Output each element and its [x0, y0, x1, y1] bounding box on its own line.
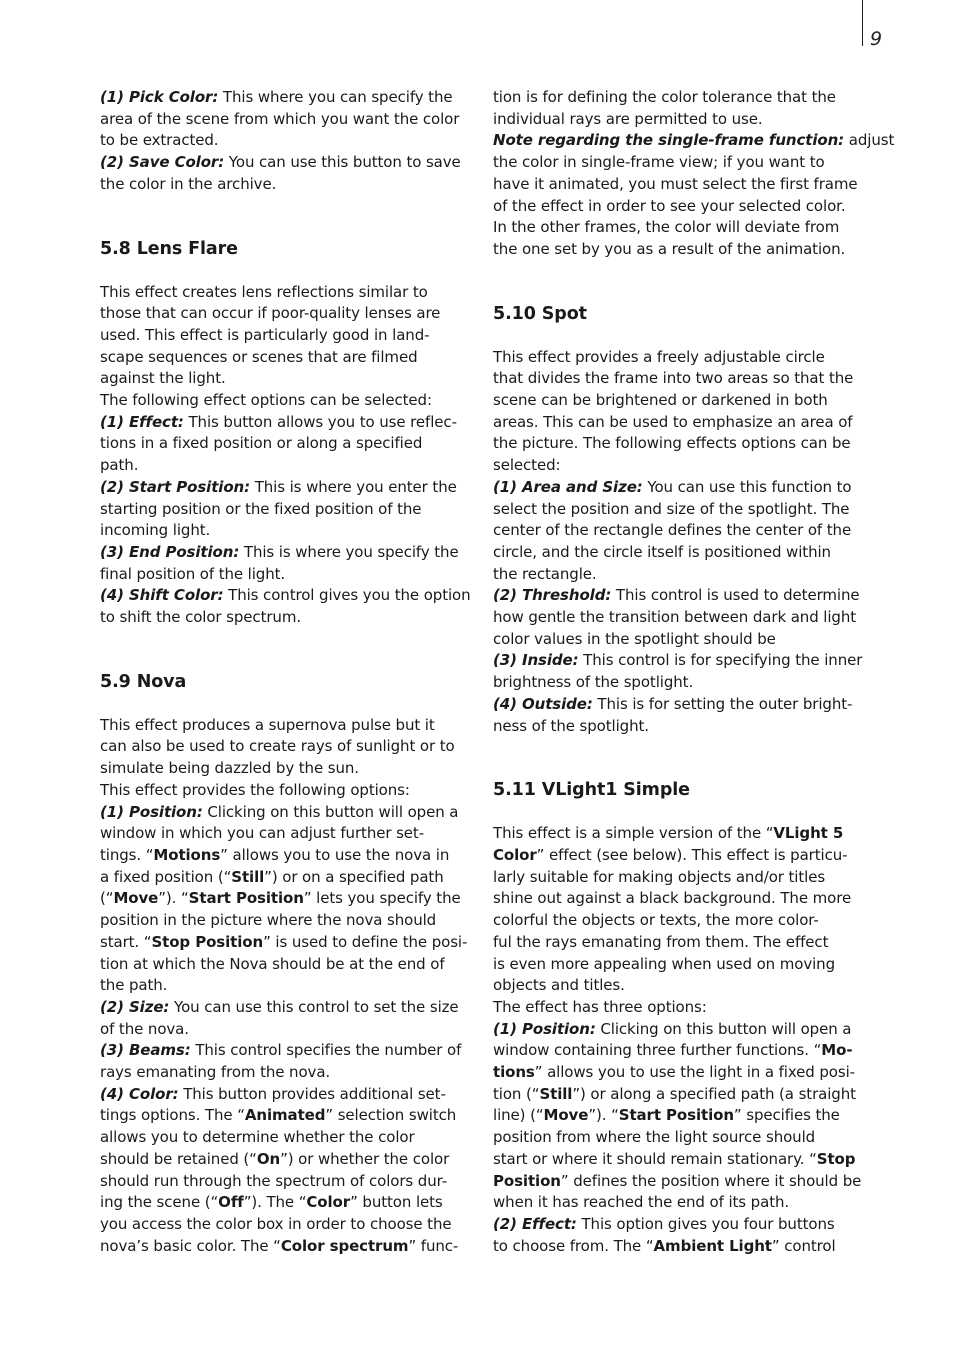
- term: Color spectrum: [280, 1236, 409, 1255]
- text-line: incoming light.: [100, 521, 211, 540]
- term: Stop Position: [151, 932, 264, 951]
- term: Start Position: [188, 889, 304, 908]
- paragraph-size: [100, 997, 472, 1019]
- paragraph-note: [493, 130, 895, 152]
- text-line: scape sequences or scenes that are filmed: [100, 347, 418, 366]
- note-label: Note regarding the single-frame function:: [493, 131, 845, 150]
- vlight-position-label: (1) Position:: [493, 1019, 596, 1038]
- text-line: have it animated, you must select the first frame: [493, 174, 858, 193]
- text: ”). The “: [243, 1193, 307, 1212]
- color-label: (4) Color:: [100, 1084, 179, 1103]
- effect-label: (1) Effect:: [100, 412, 184, 431]
- text-line: against the light.: [100, 369, 226, 388]
- pick-color-label: (1) Pick Color:: [100, 88, 219, 106]
- paragraph-color: [100, 1084, 472, 1106]
- text-line: path.: [100, 456, 139, 475]
- text-line: [100, 845, 472, 867]
- text-line: to shift the color spectrum.: [100, 608, 302, 627]
- text: ” control: [771, 1236, 836, 1255]
- right-column: [493, 87, 895, 1257]
- text: should be retained (“: [100, 1149, 257, 1168]
- term: Still: [539, 1084, 573, 1103]
- text: Clicking on this button will open a: [202, 802, 459, 821]
- text-line: areas. This can be used to emphasize an area of: [493, 412, 853, 431]
- term: On: [256, 1149, 281, 1168]
- text-line: color values in the spotlight should be: [493, 629, 776, 648]
- text: start or where it should remain stationary. “: [493, 1149, 817, 1168]
- paragraph-inside: [493, 650, 865, 672]
- text: This is where you specify the: [239, 542, 459, 561]
- text: start. “: [100, 932, 152, 951]
- term: Motions: [153, 845, 221, 864]
- text: This control gives you the option: [223, 586, 471, 605]
- text-line: [100, 888, 472, 910]
- text-line: simulate being dazzled by the sun.: [100, 759, 359, 778]
- text: to choose from. The “: [493, 1236, 654, 1255]
- text-line: the path.: [100, 976, 168, 995]
- text-line: brightness of the spotlight.: [493, 673, 694, 692]
- text-line: shine out against a black background. The more: [493, 889, 852, 908]
- text: a fixed position (“: [100, 867, 232, 886]
- text-line: [100, 932, 472, 954]
- outside-label: (4) Outside:: [493, 694, 593, 713]
- term: Stop: [816, 1149, 856, 1168]
- paragraph-shift-color: [100, 585, 472, 607]
- text-line: allows you to determine whether the color: [100, 1128, 415, 1147]
- paragraph-pick-color: [100, 87, 472, 109]
- text-line: rays emanating from the nova.: [100, 1063, 331, 1082]
- text-line: colorful the objects or texts, the more color-: [493, 911, 819, 930]
- text-line: tion at which the Nova should be at the end of: [100, 954, 445, 973]
- heading-vlight1-simple: 5.11 VLight1 Simple: [493, 780, 690, 801]
- text-line: should run through the spectrum of colors dur-: [100, 1171, 448, 1190]
- term: Color: [306, 1193, 351, 1212]
- text-line: [493, 1171, 865, 1193]
- text-line: to be extracted.: [100, 131, 219, 150]
- text-line: [493, 1236, 865, 1258]
- text: ”) or on a specified path: [264, 867, 444, 886]
- text-line: how gentle the transition between dark and light: [493, 608, 857, 627]
- text: This where you can specify the: [218, 88, 453, 106]
- text-line: [100, 867, 472, 889]
- position-label: (1) Position:: [100, 802, 203, 821]
- beams-label: (3) Beams:: [100, 1041, 191, 1060]
- text-line: the color in the archive.: [100, 174, 277, 193]
- term: Still: [231, 867, 265, 886]
- text-line: The following effect options can be selected:: [100, 391, 432, 410]
- paragraph-vlight-effect: [493, 1214, 865, 1236]
- text-line: position from where the light source should: [493, 1128, 816, 1147]
- text-line: This effect provides the following options:: [100, 780, 410, 799]
- text-line: This effect produces a supernova pulse but it: [100, 715, 435, 734]
- text-line: final position of the light.: [100, 564, 286, 583]
- paragraph-vlight-position: [493, 1019, 865, 1041]
- paragraph-start-position: [100, 477, 472, 499]
- text: You can use this function to: [642, 477, 852, 496]
- text: This control specifies the number of: [190, 1041, 462, 1060]
- text: window containing three further functions. “: [493, 1041, 822, 1060]
- page-rule: [862, 0, 863, 46]
- text-line: those that can occur if poor-quality lenses are: [100, 304, 441, 323]
- heading-lens-flare: 5.8 Lens Flare: [100, 238, 238, 259]
- text: ”) or whether the color: [280, 1149, 450, 1168]
- text: ” allows you to use the light in a fixed posi-: [534, 1063, 855, 1082]
- text-line: The effect has three options:: [493, 997, 707, 1016]
- text-line: scene can be brightened or darkened in both: [493, 391, 828, 410]
- start-position-label: (2) Start Position:: [100, 477, 251, 496]
- end-position-label: (3) End Position:: [100, 542, 240, 561]
- term: Move: [543, 1106, 589, 1125]
- text-line: ness of the spotlight.: [493, 716, 649, 735]
- left-column: [100, 87, 472, 1257]
- paragraph-effect: [100, 412, 472, 434]
- text-line: [100, 1105, 472, 1127]
- text-line: [493, 1149, 865, 1171]
- text-line: [493, 1105, 865, 1127]
- term: Ambient Light: [653, 1236, 772, 1255]
- text: tings options. The “: [100, 1106, 245, 1125]
- text-line: the one set by you as a result of the animation.: [493, 239, 846, 258]
- text: This control is for specifying the inner: [578, 651, 863, 670]
- paragraph-save-color: [100, 152, 472, 174]
- text: This is for setting the outer bright-: [592, 694, 853, 713]
- text: You can use this button to save: [224, 153, 461, 172]
- text: ” selection switch: [325, 1106, 457, 1125]
- text-line: is even more appealing when used on moving: [493, 954, 836, 973]
- text: This is where you enter the: [250, 477, 457, 496]
- text: ” allows you to use the nova in: [220, 845, 450, 864]
- term: Animated: [244, 1106, 326, 1125]
- text-line: [493, 1062, 865, 1084]
- paragraph-area-size: [493, 477, 865, 499]
- paragraph-threshold: [493, 585, 865, 607]
- text-line: [493, 1040, 865, 1062]
- text-line: of the nova.: [100, 1019, 189, 1038]
- text: This control is used to determine: [611, 586, 860, 605]
- text-line: the picture. The following effects options can be: [493, 434, 851, 453]
- area-size-label: (1) Area and Size:: [493, 477, 643, 496]
- text-line: This effect provides a freely adjustable circle: [493, 347, 825, 366]
- text: (“: [100, 889, 114, 908]
- text-line: area of the scene from which you want the color: [100, 109, 460, 128]
- term: Mo-: [821, 1041, 853, 1060]
- term: VLight 5: [773, 824, 844, 843]
- text-line: tion is for defining the color tolerance that the: [493, 88, 836, 106]
- page-number: 9: [870, 28, 883, 50]
- text-line: you access the color box in order to choose the: [100, 1214, 452, 1233]
- text: ” is used to define the posi-: [263, 932, 468, 951]
- text-line: that divides the frame into two areas so that the: [493, 369, 854, 388]
- text: tion (“: [493, 1084, 540, 1103]
- text-line: In the other frames, the color will deviate from: [493, 218, 840, 237]
- text: ing the scene (“: [100, 1193, 219, 1212]
- paragraph-outside: [493, 694, 865, 716]
- shift-color-label: (4) Shift Color:: [100, 586, 224, 605]
- text: This button provides additional set-: [178, 1084, 446, 1103]
- text-line: tions in a fixed position or along a specified: [100, 434, 423, 453]
- term: Move: [113, 889, 159, 908]
- text-line: [100, 1149, 472, 1171]
- text-line: used. This effect is particularly good in land-: [100, 325, 430, 344]
- term: Off: [218, 1193, 244, 1212]
- text-line: [100, 1236, 472, 1258]
- text: line) (“: [493, 1106, 544, 1125]
- term: Position: [493, 1171, 561, 1190]
- text: nova’s basic color. The “: [100, 1236, 281, 1255]
- heading-nova: 5.9 Nova: [100, 671, 187, 692]
- text: This option gives you four buttons: [576, 1214, 835, 1233]
- text-line: of the effect in order to see your selected color.: [493, 196, 846, 215]
- text: ”). “: [158, 889, 189, 908]
- text-line: starting position or the fixed position of the: [100, 499, 422, 518]
- text-line: can also be used to create rays of sunlight or to: [100, 737, 455, 756]
- save-color-label: (2) Save Color:: [100, 153, 225, 172]
- text-line: This effect creates lens reflections similar to: [100, 282, 428, 301]
- text: ” specifies the: [733, 1106, 840, 1125]
- text: adjust: [844, 131, 895, 150]
- heading-spot: 5.10 Spot: [493, 303, 587, 324]
- text-line: selected:: [493, 456, 561, 475]
- paragraph-end-position: [100, 542, 472, 564]
- text-line: individual rays are permitted to use.: [493, 109, 763, 128]
- term: tions: [493, 1063, 535, 1082]
- text-line: the rectangle.: [493, 564, 597, 583]
- text-line: circle, and the circle itself is positioned within: [493, 542, 831, 561]
- text: This effect is a simple version of the “: [493, 824, 774, 843]
- text-line: [493, 823, 865, 845]
- vlight-effect-label: (2) Effect:: [493, 1214, 577, 1233]
- text: ”). “: [588, 1106, 619, 1125]
- text-line: position in the picture where the nova should: [100, 911, 437, 930]
- text: Clicking on this button will open a: [595, 1019, 852, 1038]
- paragraph-position: [100, 802, 472, 824]
- size-label: (2) Size:: [100, 997, 170, 1016]
- text-line: [493, 1084, 865, 1106]
- text: tings. “: [100, 845, 154, 864]
- threshold-label: (2) Threshold:: [493, 586, 612, 605]
- inside-label: (3) Inside:: [493, 651, 579, 670]
- text-line: [493, 845, 865, 867]
- text-line: select the position and size of the spotlight. The: [493, 499, 850, 518]
- text: ”) or along a specified path (a straight: [572, 1084, 856, 1103]
- text-line: objects and titles.: [493, 976, 625, 995]
- text: ” defines the position where it should be: [560, 1171, 862, 1190]
- text: This button allows you to use reflec-: [183, 412, 457, 431]
- text: ” button lets: [350, 1193, 443, 1212]
- term: Start Position: [618, 1106, 734, 1125]
- text-line: when it has reached the end of its path.: [493, 1193, 790, 1212]
- text-line: window in which you can adjust further set-: [100, 824, 425, 843]
- paragraph-beams: [100, 1040, 472, 1062]
- text-line: center of the rectangle defines the center of the: [493, 521, 852, 540]
- text: ” lets you specify the: [303, 889, 461, 908]
- text-line: larly suitable for making objects and/or titles: [493, 867, 826, 886]
- text-line: the color in single-frame view; if you want to: [493, 153, 825, 172]
- text: You can use this control to set the size: [169, 997, 459, 1016]
- text-line: [100, 1192, 472, 1214]
- term: Color: [493, 845, 537, 864]
- text-line: ful the rays emanating from them. The effect: [493, 932, 829, 951]
- text: ” effect (see below). This effect is particu-: [536, 845, 848, 864]
- text: ” func-: [408, 1236, 459, 1255]
